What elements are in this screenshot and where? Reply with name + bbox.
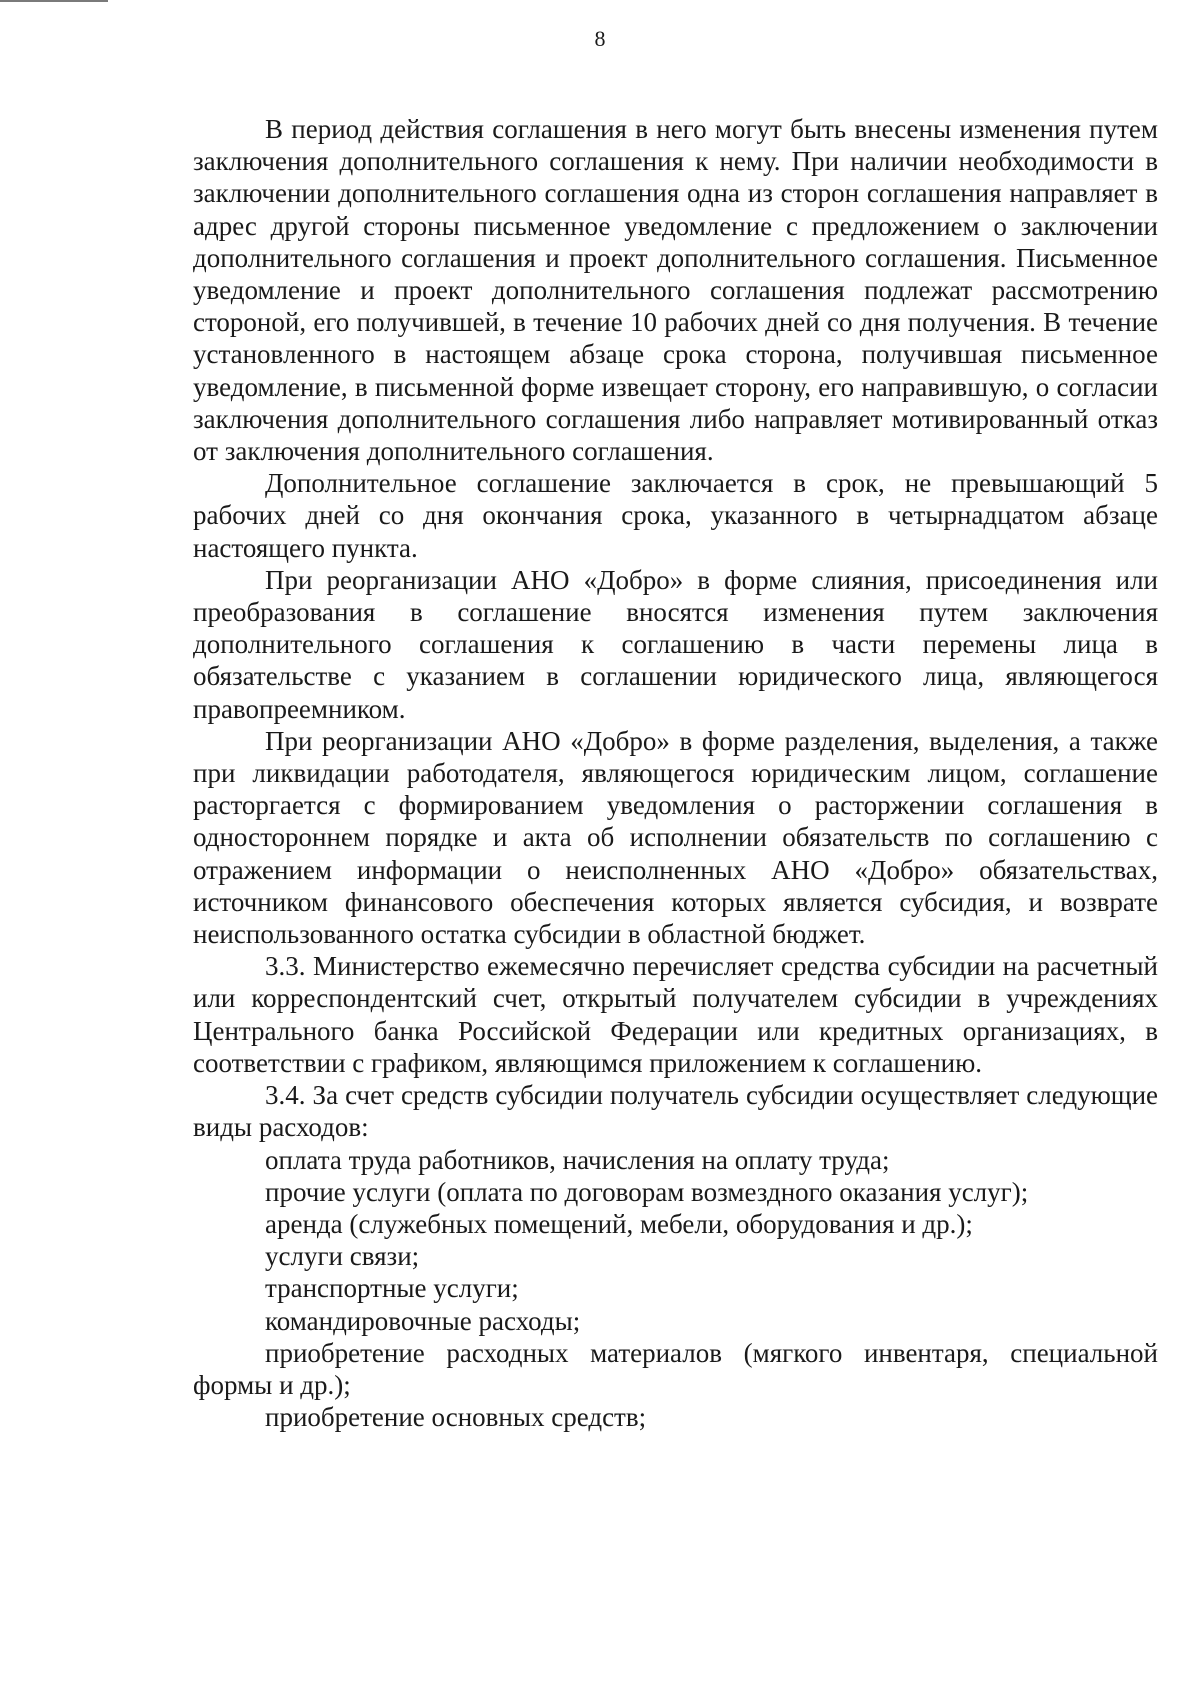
expense-item: услуги связи; [265, 1241, 420, 1272]
paragraph-3-3: 3.3. Министерство ежемесячно перечисляет средства субсидии на расчетный или корреспондентский счет, открытый получателем субсидии в учреждениях Центрального банка Российской Федерации или кредитных организациях, в соответствии с графиком, являющимся приложением к соглашению. [193, 951, 1158, 1078]
expense-item: приобретение расходных материалов (мягкого инвентаря, специальной формы и др.); [193, 1337, 1158, 1400]
page-number: 8 [594, 26, 606, 51]
document-body [193, 113, 1158, 1433]
expense-item: оплата труда работников, начисления на оплату труда; [265, 1144, 890, 1175]
paragraph-reorganization-merger: При реорганизации АНО «Добро» в форме слияния, присоединения или преобразования в соглашение вносятся изменения путем заключения дополнительного соглашения к соглашению в части перемены лица в обязательстве с указанием в соглашении юридического лица, являющегося правопреемником. [193, 564, 1158, 724]
paragraph-3-4: 3.4. За счет средств субсидии получатель субсидии осуществляет следующие виды расходов: [193, 1080, 1158, 1143]
expense-item: аренда (служебных помещений, мебели, оборудования и др.); [265, 1208, 973, 1239]
paragraph-amendments: В период действия соглашения в него могут быть внесены изменения путем заключения дополнительного соглашения к нему. При наличии необходимости в заключении дополнительного соглашения одна из сторон соглашения направляет в адрес другой стороны письменное уведомление с предложением о заключении дополнительного соглашения и проект дополнительного соглашения. Письменное уведомление и проект дополнительного соглашения подлежат рассмотрению стороной, его получившей, в течение 10 рабочих дней со дня получения. В течение установленного в настоящем абзаце срока сторона, получившая письменное уведомление, в письменной форме извещает сторону, его направившую, о согласии заключения дополнительного соглашения либо направляет мотивированный отказ от заключения дополнительного соглашения. [193, 114, 1158, 467]
expense-item: прочие услуги (оплата по договорам возмездного оказания услуг); [265, 1176, 1029, 1207]
scan-edge-mark [0, 0, 108, 2]
expense-item: транспортные услуги; [265, 1273, 519, 1304]
paragraph-amendment-term: Дополнительное соглашение заключается в срок, не превышающий 5 рабочих дней со дня окончания срока, указанного в четырнадцатом абзаце настоящего пункта. [193, 468, 1158, 563]
expense-item: приобретение основных средств; [265, 1402, 647, 1433]
expense-item: командировочные расходы; [265, 1305, 581, 1336]
paragraph-reorganization-division: При реорганизации АНО «Добро» в форме разделения, выделения, а также при ликвидации работодателя, являющегося юридическим лицом, соглашение расторгается с формированием уведомления о расторжении соглашения в одностороннем порядке и акта об исполнении обязательств по соглашению с отражением информации о неисполненных АНО «Добро» обязательствах, источником финансового обеспечения которых является субсидия, и возврате неиспользованного остатка субсидии в областной бюджет. [193, 725, 1158, 950]
